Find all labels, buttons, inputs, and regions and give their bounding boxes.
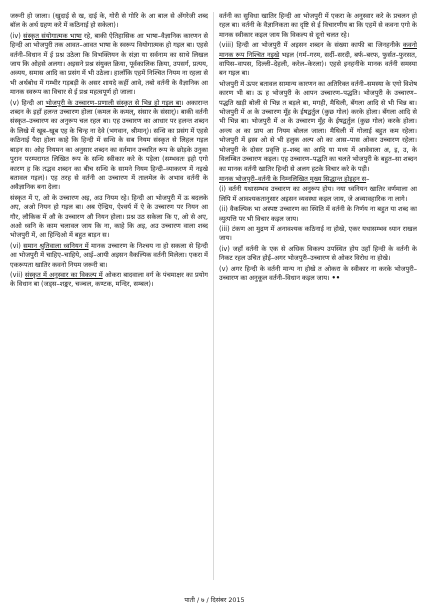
paragraph-text: ओकरा बादवाला वर्ग के पंचमाक्षर का प्रयोग के विधान बा (जड्स–शङ्कर, चञ्चल, कण्टक, मन्दिर, सम्बल)। xyxy=(10,270,208,289)
paragraph-text: मानक उच्चारण के निश्चय ना हो सकला से हिन्दी आ भोजपुरी में चाहिए–चाहिये, आई–आयी अइसन वैकल्पिक वर्तनी मिलेला। एकरा में एकरूपता खातिर कवनो नियम जरूरी बा। xyxy=(10,241,208,269)
paragraph-text: रहे, बाकी ऐतिहासिक आ भाषा–वैज्ञानिक कारणन से हिन्दी आ भोजपुरी तक आवत–आवत भाषा के स्वरूप वियोगात्मक हो गइल बा। एहसे वर्तनी–विधान में ई प्रश्न उठेला कि विभक्तियन के संज्ञा या सर्वनाम का साथे लिखल जाय कि ओहसे अलगा। अइसने प्रश्न संयुक्त क्रिया, पूर्वकालिक क्रिया, उपसर्ग, प्रत्यय, अव्यय, समास आदि का प्रसंग में भी उठेला। हालाँकि एहमें निश्चित नियम ना रहला से भी अर्थबोध में गम्भीर गड़बड़ी के असर शायदे कहीं आवे, तबो वर्तनी के वैज्ञानिक आ मानक स्वरूप का विचार से ई प्रश्न महत्वपूर्ण हो जाला। xyxy=(10,31,208,97)
principle-iii xyxy=(219,225,417,244)
underlined-phrase: संस्कृत में अनुस्वार का विकल्प में xyxy=(24,270,103,279)
paragraph-text: भोजपुरी में ऊपर बतावल सामान्य कारणन का अतिरिक्त वर्तनी–समस्या के एगो विशेष कारण भी बा। ऊ ह भोजपुरी के आपन उच्चारण–पद्धति। भोजपुरी के उच्चारण–पद्धति खड़ी बोली से भिन्न त बड़ले बा, मगही, मैथिली, बँगला आदि से भी भिन्न बा। भोजपुरी में अ के उच्चारण मूँह के ईषद्वर्तुल (कुछ गोल) करके होला। बँगला आदि से भी भिन्न बा। भोजपुरी में अ के उच्चारण मूँह के ईषद्वर्तुल (कुछ गोल) करके होला। अन्त्य अ का प्राय आ नियम बोलल जाला। मैथिली में गोलाई बहुत कम रहेला। भोजपुरी में ह्रस्व ओ से भी हलुक अल्प ओ का आस–पास ओकर उच्चारण रहेला। भोजपुरी के दोसर प्रवृत्ति ह–शब्द का आदि या मध्य में आवेवाला अ, इ, उ, के विलम्बित उच्चारण कइल। एह उच्चारण–पद्धति का चलते भोजपुरी के बहुत–सा शब्दन का मानक वर्तनी खातिर हिन्दी से अलग हटके विचार करे के पड़ी। xyxy=(219,79,417,173)
paragraph-1 xyxy=(10,12,208,31)
paragraph-vi xyxy=(10,242,208,270)
section-heading: मानक भोजपुरी–वर्तनी के निम्नलिखित मुख्य सिद्धान्त होइहन स xyxy=(219,174,367,183)
principle-text: (iii) टंकण आ मुद्रण में अनावश्यक कठिनाई ना होखे, एकर यथासम्भव ध्यान राखल जाय। xyxy=(219,224,417,243)
page-footer: पाती / ७ / दिसंबर 2015 xyxy=(184,596,245,604)
principles-heading xyxy=(219,175,417,184)
paragraph-viii xyxy=(219,41,417,79)
principle-i xyxy=(219,185,417,204)
paragraph-lead: (viii) हिन्दी आ भोजपुरी में अइसन शब्दन के संख्या काफी बा जिनहनीके xyxy=(219,41,403,50)
paragraph-bhojpuri-pronunciation xyxy=(219,80,417,174)
heading-suffix: – xyxy=(366,174,370,183)
paragraph-vowels xyxy=(10,194,208,241)
column-divider xyxy=(213,12,214,580)
paragraph-text: भइल (गर्म–गरम, सर्दी–सरदी, बर्फ–बरफ, फुर्सत–फुरसत, वापिस–वापस, दिल्ली–देहली, करेल–केरला)। एहसे इनहनीके मानक वर्तनी समस्या बन गइल बा। xyxy=(219,50,417,78)
principle-text: (ii) वैकल्पिक भा अस्पष्ट उच्चारण का स्थिति में वर्तनी के निर्णय ना बहुत या शब्द का व्युत्पत्ति पर भी विचार कइल जाय। xyxy=(219,205,417,223)
right-column xyxy=(219,12,417,580)
paragraph-v xyxy=(10,99,208,193)
underlined-phrase: कवनो मानक रूप निश्चित नइखे xyxy=(219,41,417,59)
paragraph-vii xyxy=(10,271,208,290)
left-column xyxy=(10,12,208,580)
principle-text: (v) अगर हिन्दी के वर्तनी मान्य ना होखे त ओकरा के स्वीकार ना करके भोजपुरी–उच्चारण का अनुकूल वर्तनी–विधान कइल जाय। xyxy=(219,264,417,282)
underlined-phrase: समान श्रुतिवाला ध्वनियन में xyxy=(23,241,89,250)
principle-text: (iv) जहाँ वर्तनी के एक से अधिक विकल्प उपस्थित होय उहाँ हिन्दी के वर्तनी के निकट रहल उचित होई–अगर भोजपुरी–उच्चारण से ओकर विरोध ना होखे। xyxy=(219,244,417,263)
paragraph-lead: (iv) xyxy=(10,31,24,40)
paragraph-lead: (vi) xyxy=(10,241,24,250)
underlined-phrase: भोजपुरी के उच्चारण–प्रणाली संस्कृत से भिन्न हो गइल बा xyxy=(45,98,182,107)
paragraph-anusvara xyxy=(219,12,417,40)
principle-ii xyxy=(219,205,417,224)
underlined-phrase: संस्कृत संयोगात्मक भाषा xyxy=(23,31,82,40)
paragraph-text: वर्तनी का सुविधा खातिर हिन्दी आ भोजपुरी में एकरा के अनुस्वार करे के प्रचलन हो रहल बा। वर्तनी के वैज्ञानिकता का दृष्टि से ई विचारणीय बा कि एहमें से कवना एगो के मानक स्वीकार कइल जाय कि विकल्प से दूनो चलत रहे। xyxy=(219,12,417,39)
paragraph-iv xyxy=(10,32,208,98)
paragraph-text: संस्कृत में ए, ओ के उच्चारण अइ, अउ नियम रहे। हिन्दी आ भोजपुरी में ऊ बदलके अए, अओ नियन हो गइल बा। अब ऐन्द्रिय, ऐश्वर्य में ऐ के उच्चारण पर नियन आ गौर, लौकिक में औ के उच्चारण औ नियन होला। प्रश्न उठ सकेला कि ए, ओ से अए, अओ ध्वनि के काम चलावल जाय कि ना, काहे कि अइ, अउ उच्चारण वाला शब्द भोजपुरी में, आ हिन्दिओ में बहुत बाड़न स। xyxy=(10,193,208,240)
end-mark: •• xyxy=(329,273,341,282)
paragraph-lead: (vii) xyxy=(10,270,25,279)
principle-iv xyxy=(219,245,417,264)
paragraph-text: जरूरी हो जाला। (खुदाई से ख, दाई के, गोरी से गोरि के आ बाल से अँगरेजी शब्द बॉल के अर्थ ग्रहण करे में कठिनाई हो सकेला)। xyxy=(10,12,208,30)
paragraph-text: । अकारान्त शब्दन के इहाँ हलन्त उच्चारण होला (कमल के कमल्, संसार के संसार्)। बाकी वर्तनी संस्कृत–उच्चारण का अनुरूप चल रहल बा। एह उच्चारण का आधार पर हलन्त शब्दन के लिखे में खूब–खूब एह के चिन्ह ना देवे (भगवान, श्रीमान्)। सन्धि का प्रसंग में एहसे कठिनाई पैदा होला काहे कि हिन्दी में सन्धि के सब नियम संस्कृत से लिहल गइल बाड़न स। ओह नियमन का अनुसार शब्दन का वर्तमान उच्चरित रूप के छोड़के उनुका पुरान परम्परागत लिखित रूप के सन्धि स्वीकार करे के पड़ेला (सम्भवतः इहो एगो कारण ह कि तद्भव शब्दन का बीच सन्धि के सामने नियम हिन्दी–व्याकरण में नइखे बतावल गइल)। एह तरह से वर्तनी आ उच्चारण में तालमेल के अभाव वर्तनी के अवैज्ञानिक बना देला। xyxy=(10,98,208,192)
principle-v xyxy=(219,265,417,284)
principle-text: (i) वर्तनी यथासम्भव उच्चारण का अनुरूप होय। नया ध्वनियन खातिर वर्णमाला आ लिपि में आवश्यकतानुसार अइसन व्यवस्था कइल जाय, जे अव्यावहारिक ना लागे। xyxy=(219,185,417,203)
paragraph-lead: (v) हिन्दी आ xyxy=(10,98,46,107)
